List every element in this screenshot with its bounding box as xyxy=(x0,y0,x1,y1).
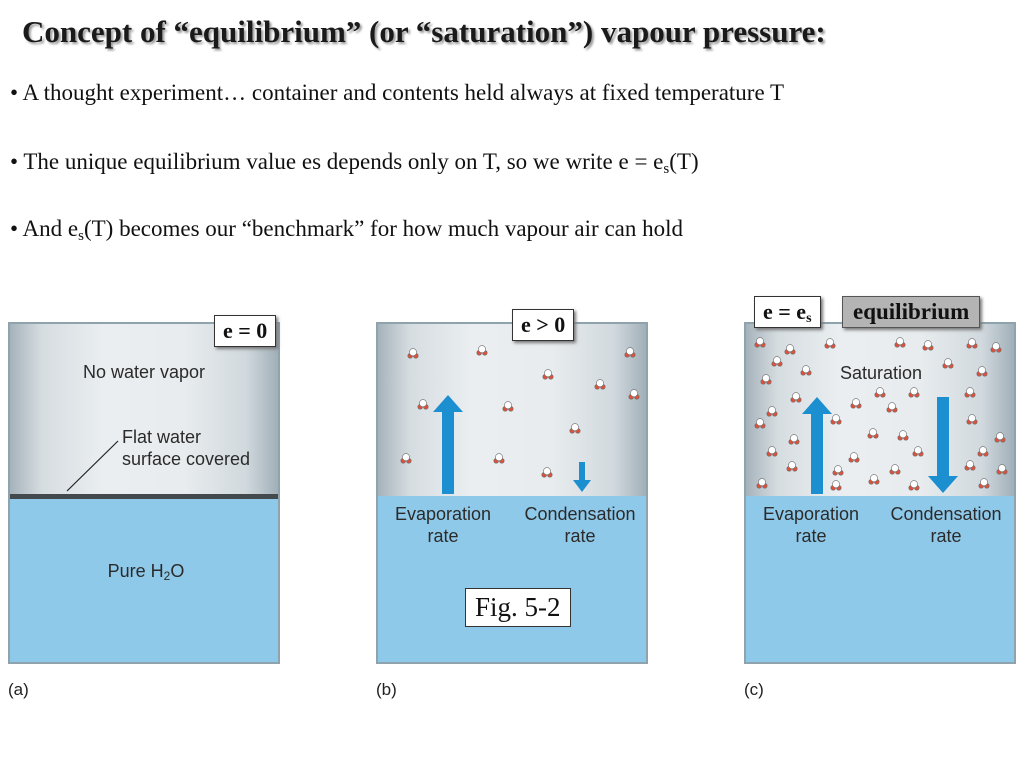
water-molecule-icon xyxy=(755,338,765,348)
water-molecule-icon xyxy=(895,338,905,348)
water-molecule-icon xyxy=(785,345,795,355)
bullet-3-suffix: (T) becomes our “benchmark” for how much vapour air can hold xyxy=(83,216,683,241)
water-molecule-icon xyxy=(767,407,777,417)
water-molecule-icon xyxy=(995,433,1005,443)
cond-line1: Condensation xyxy=(890,504,1002,524)
cond-line2: rate xyxy=(564,526,596,546)
water-molecule-icon xyxy=(967,415,977,425)
water-molecule-icon xyxy=(477,346,487,356)
bullet-3-text: • And e xyxy=(10,216,79,241)
water-molecule-icon xyxy=(898,431,908,441)
cond-line1: Condensation xyxy=(524,504,636,524)
water-molecule-icon xyxy=(801,366,811,376)
water-molecule-icon xyxy=(542,468,552,478)
water-molecule-icon xyxy=(909,481,919,491)
tag-es-text: e = e xyxy=(763,299,807,324)
bullet-2-text: • The unique equilibrium value es depends only on T, so we write e = e xyxy=(10,149,664,174)
water-molecule-icon xyxy=(869,475,879,485)
tag-es-subscript: s xyxy=(806,311,812,326)
panel-b-label: (b) xyxy=(376,680,397,699)
water-molecule-icon xyxy=(875,388,885,398)
water-molecule-icon xyxy=(787,462,797,472)
water-molecule-icon xyxy=(851,399,861,409)
evap-line2: rate xyxy=(427,526,459,546)
up-arrow-icon xyxy=(433,395,463,494)
evap-line1: Evaporation xyxy=(394,504,492,524)
flat-water-line1: Flat water xyxy=(122,427,202,447)
bullet-2-subscript: s xyxy=(663,161,670,177)
water-molecule-icon xyxy=(967,339,977,349)
saturation-label: Saturation xyxy=(839,363,923,383)
water-molecule-icon xyxy=(997,465,1007,475)
bullet-thought-experiment: • A thought experiment… container and contents held always at fixed temperature T xyxy=(10,80,785,105)
slide-title: Concept of “equilibrium” (or “saturation”) vapour pressure: xyxy=(22,14,826,49)
water-molecule-icon xyxy=(791,393,801,403)
water-molecule-icon xyxy=(978,447,988,457)
water-molecule-icon xyxy=(595,380,605,390)
water-molecule-icon xyxy=(849,453,859,463)
down-arrow-icon xyxy=(573,462,591,492)
water-molecule-icon xyxy=(629,390,639,400)
pure-h2o-text: Pure H xyxy=(107,561,164,581)
water-molecule-icon xyxy=(923,341,933,351)
panel-a-label: (a) xyxy=(8,680,29,699)
bullet-3-subscript: s xyxy=(78,228,84,244)
water-molecule-icon xyxy=(772,357,782,367)
water-molecule-icon xyxy=(625,348,635,358)
figure-label: Fig. 5-2 xyxy=(465,588,571,627)
down-arrow-icon xyxy=(928,397,958,493)
water-molecule-icon xyxy=(979,479,989,489)
equilibrium-tag: equilibrium xyxy=(842,296,980,328)
panel-c-label: (c) xyxy=(744,680,764,699)
evap-line1: Evaporation xyxy=(762,504,860,524)
water-molecule-icon xyxy=(757,479,767,489)
flat-surface-leader-line xyxy=(67,441,118,491)
water-molecule-icon xyxy=(503,402,513,412)
water-molecule-icon xyxy=(789,435,799,445)
water-molecule-icon xyxy=(890,465,900,475)
water-molecule-icon xyxy=(977,367,987,377)
water-molecule-icon xyxy=(767,447,777,457)
pure-h2o-suffix: O xyxy=(170,561,185,581)
water-molecule-icon xyxy=(887,403,897,413)
water-molecule-icon xyxy=(825,339,835,349)
bullet-2-suffix: (T) xyxy=(669,149,699,174)
water-molecule-icon xyxy=(418,400,428,410)
evap-line2: rate xyxy=(795,526,827,546)
water-molecule-icon xyxy=(831,415,841,425)
water-molecule-icon xyxy=(570,424,580,434)
water-molecule-icon xyxy=(831,481,841,491)
water-molecule-icon xyxy=(761,375,771,385)
water-molecule-icon xyxy=(755,419,765,429)
water-molecule-icon xyxy=(965,388,975,398)
water-molecule-icon xyxy=(991,343,1001,353)
water-molecule-icon xyxy=(913,447,923,457)
tag-e-zero: e = 0 xyxy=(214,315,276,347)
water-molecule-icon xyxy=(833,466,843,476)
water-molecule-icon xyxy=(943,359,953,369)
up-arrow-icon xyxy=(802,397,832,494)
pure-h2o-subscript: 2 xyxy=(163,569,171,583)
no-water-vapor-label: No water vapor xyxy=(82,362,206,382)
water-molecule-icon xyxy=(543,370,553,380)
water-molecule-icon xyxy=(965,461,975,471)
water-molecule-icon xyxy=(401,454,411,464)
flat-water-line2: surface covered xyxy=(122,449,251,469)
water-molecule-icon xyxy=(408,349,418,359)
cond-line2: rate xyxy=(930,526,962,546)
water-molecule-icon xyxy=(868,429,878,439)
tag-e-positive: e > 0 xyxy=(512,309,574,341)
water-molecule-icon xyxy=(494,454,504,464)
water-molecule-icon xyxy=(909,388,919,398)
vapor-molecules-panel-c xyxy=(755,338,1007,491)
